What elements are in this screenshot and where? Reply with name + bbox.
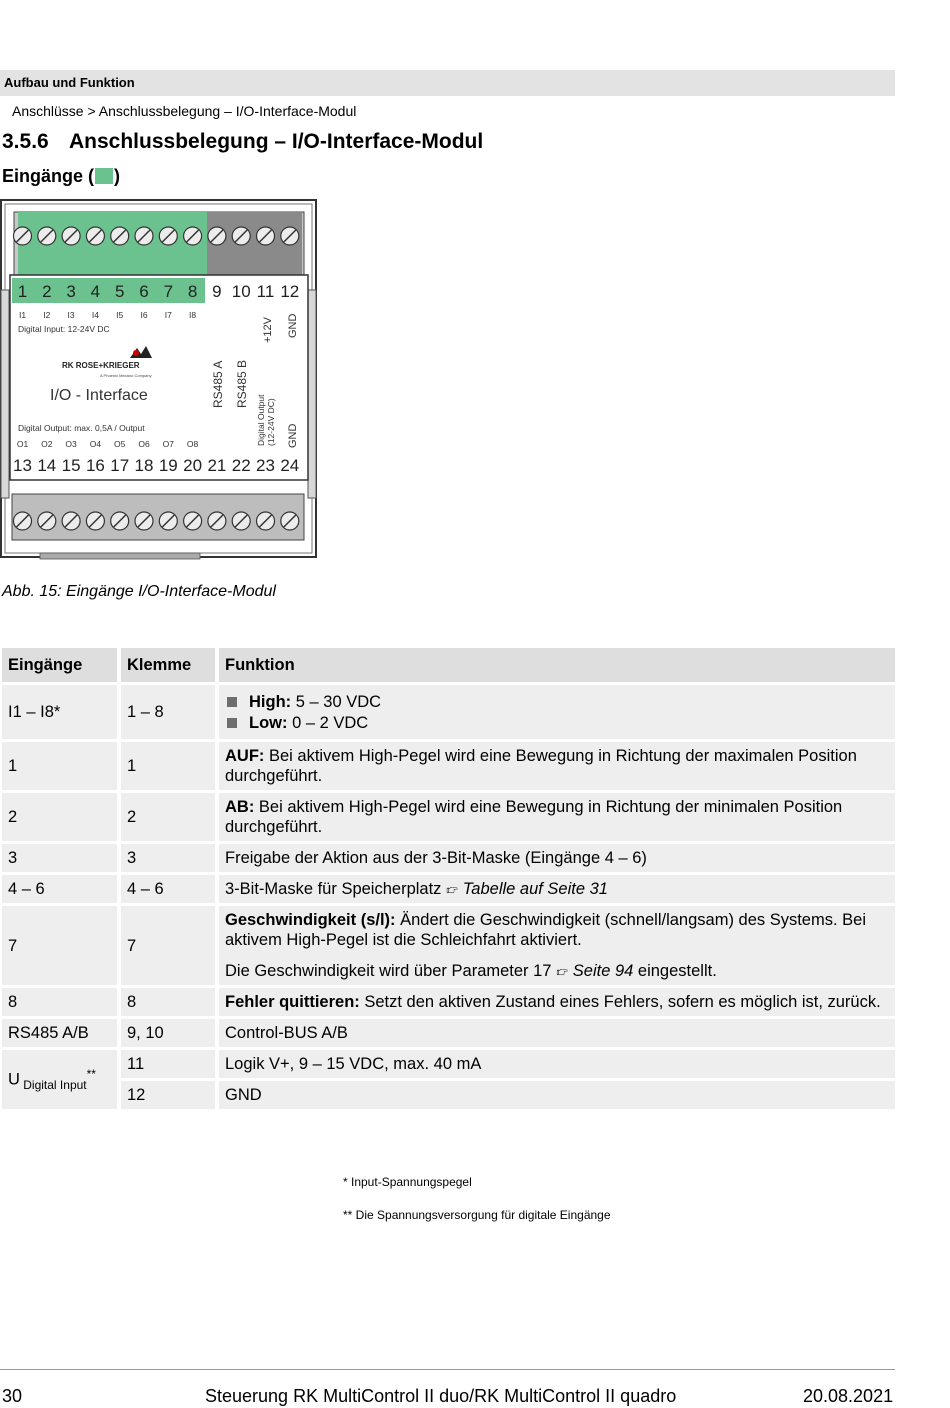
high-label: High: (249, 692, 292, 711)
table-row (2, 685, 895, 739)
terminal-number: 13 (13, 456, 32, 475)
cell-input: I1 – I8* (2, 685, 121, 739)
table-row (2, 793, 895, 841)
table-row (2, 1081, 895, 1109)
document-title: Steuerung RK MultiControl II duo/RK MultiControl II quadro (205, 1386, 677, 1406)
table-header-row (2, 648, 895, 682)
cell-function (219, 875, 895, 903)
function-paragraph (225, 910, 889, 950)
cell-terminal: 1 (121, 742, 219, 790)
io-interface-module-figure (0, 198, 318, 560)
terminal-number: 7 (163, 282, 174, 301)
screw-icon (257, 512, 275, 530)
function-text: Bei aktivem High-Pegel wird eine Bewegung in Richtung der maximalen Position durchgeführt. (225, 747, 857, 785)
cell-input: 2 (2, 793, 121, 841)
device-name: I/O - Interface (50, 387, 148, 404)
table-row (2, 844, 895, 872)
cell-terminal: 7 (121, 906, 219, 985)
low-label: Low: (249, 713, 288, 732)
screw-icon (184, 512, 202, 530)
screw-icon (38, 227, 56, 245)
footnote: * Input-Spannungspegel (343, 1175, 472, 1189)
cell-terminal: 11 (121, 1050, 219, 1078)
terminal-number: 22 (231, 456, 251, 475)
screw-icon (135, 227, 153, 245)
cell-input (2, 1050, 121, 1109)
pin-label: O2 (41, 439, 53, 449)
screw-icon (14, 512, 32, 530)
cell-input: 1 (2, 742, 121, 790)
u-superscript: ** (86, 1067, 96, 1082)
section-header-bar (0, 70, 895, 96)
u-symbol: U (8, 1070, 20, 1089)
function-text: Bei aktivem High-Pegel wird eine Bewegung in Richtung der minimalen Position durchgeführt. (225, 798, 843, 836)
cell-function (219, 742, 895, 790)
digital-output-range: (12-24V DC) (266, 398, 276, 446)
function-text: Die Geschwindigkeit wird über Parameter 17 (225, 962, 557, 980)
terminal-number: 19 (158, 456, 178, 475)
pin-label: I8 (189, 310, 197, 320)
column-header: Funktion (219, 648, 895, 682)
terminal-number: 1 (17, 282, 28, 301)
rs485-a-label: RS485 A (211, 360, 225, 408)
pin-label: O8 (186, 439, 199, 449)
digital-output-vertical: Digital Output (256, 394, 266, 446)
pin-label: I7 (164, 310, 172, 320)
pin-label: O1 (16, 439, 29, 449)
function-text: eingestellt. (633, 962, 717, 980)
cell-input: 3 (2, 844, 121, 872)
inputs-heading-close: ) (114, 166, 121, 186)
section-heading: Anschlussbelegung – I/O-Interface-Modul (69, 130, 484, 153)
inputs-heading-text: Eingänge ( (2, 166, 95, 186)
function-text: 3-Bit-Maske für Speicherplatz (225, 880, 447, 898)
terminal-number: 21 (207, 456, 227, 475)
terminal-number: 18 (134, 456, 154, 475)
terminal-number: 12 (280, 282, 300, 301)
list-item (225, 692, 889, 712)
terminal-number: 20 (183, 456, 203, 475)
screw-icon (232, 227, 250, 245)
table-row (2, 988, 895, 1016)
gnd-bottom-label: GND (287, 423, 299, 448)
screw-icon (208, 512, 226, 530)
screw-icon (208, 227, 226, 245)
screw-icon (281, 512, 299, 530)
function-bold: AB: (225, 798, 255, 816)
list-item (225, 713, 889, 733)
function-bold: Fehler quittieren: (225, 993, 360, 1011)
column-header: Klemme (121, 648, 219, 682)
cell-function: Freigabe der Aktion aus der 3-Bit-Maske (Eingänge 4 – 6) (219, 844, 895, 872)
column-header: Eingänge (2, 648, 121, 682)
document-date: 20.08.2021 (803, 1386, 894, 1406)
pin-label: O6 (138, 439, 150, 449)
terminal-number: 11 (256, 282, 275, 301)
screw-icon (86, 227, 104, 245)
cell-function: Control-BUS A/B (219, 1019, 895, 1047)
inputs-heading (2, 166, 120, 187)
brand-name: RK ROSE+KRIEGER (62, 361, 140, 370)
cross-reference-link[interactable]: Tabelle auf Seite 31 (462, 880, 608, 898)
cell-input: 4 – 6 (2, 875, 121, 903)
table-row (2, 1019, 895, 1047)
function-text: Ändert die Geschwindigkeit (schnell/langsam) des Systems. Bei aktivem High-Pegel ist die Schleichfahrt aktiviert. (225, 911, 866, 949)
cell-function (219, 906, 895, 985)
terminal-number: 16 (85, 456, 105, 475)
screw-icon (62, 512, 80, 530)
cross-reference-link[interactable]: Seite 94 (572, 962, 634, 980)
terminal-number: 14 (37, 456, 57, 475)
screw-icon (111, 512, 129, 530)
cell-terminal: 3 (121, 844, 219, 872)
cell-function (219, 988, 895, 1016)
terminal-number: 5 (114, 282, 125, 301)
table-row (2, 875, 895, 903)
digital-input-text: Digital Input: 12-24V DC (18, 324, 110, 334)
terminal-number: 9 (212, 282, 222, 301)
pin-assignment-table (2, 645, 895, 1112)
cell-terminal: 1 – 8 (121, 685, 219, 739)
function-paragraph (225, 961, 889, 981)
cell-terminal: 2 (121, 793, 219, 841)
terminal-number: 4 (90, 282, 101, 301)
terminal-number: 17 (110, 456, 130, 475)
table-row (2, 906, 895, 985)
pin-label: O4 (89, 439, 102, 449)
link-arrow-icon: 👉︎ (556, 962, 569, 980)
digital-output-text: Digital Output: max. 0,5A / Output (18, 423, 145, 433)
table-row (2, 1050, 895, 1078)
screw-icon (135, 512, 153, 530)
cell-input: 8 (2, 988, 121, 1016)
plus12v-label: +12V (262, 317, 274, 343)
screw-icon (184, 227, 202, 245)
cell-function: Logik V+, 9 – 15 VDC, max. 40 mA (219, 1050, 895, 1078)
cell-terminal: 9, 10 (121, 1019, 219, 1047)
green-swatch (95, 168, 113, 184)
link-arrow-icon: 👉︎ (446, 880, 459, 898)
screw-icon (38, 512, 56, 530)
screw-icon (111, 227, 129, 245)
terminal-number: 2 (42, 282, 52, 301)
cell-input: 7 (2, 906, 121, 985)
function-bold: Geschwindigkeit (s/l): (225, 911, 396, 929)
screw-icon (86, 512, 104, 530)
gnd-top-label: GND (287, 313, 299, 338)
cell-function: GND (219, 1081, 895, 1109)
screw-icon (281, 227, 299, 245)
function-bold: AUF: (225, 747, 265, 765)
u-subscript: Digital Input (19, 1077, 87, 1092)
function-text: Setzt den aktiven Zustand eines Fehlers, sofern es möglich ist, zurück. (359, 993, 881, 1011)
pin-label: I5 (116, 310, 124, 320)
cell-function (219, 793, 895, 841)
screw-icon (14, 227, 32, 245)
cell-terminal: 12 (121, 1081, 219, 1109)
terminal-number: 3 (66, 282, 76, 301)
screw-icon (62, 227, 80, 245)
footnote: ** Die Spannungsversorgung für digitale Eingänge (343, 1208, 611, 1222)
cell-terminal: 4 – 6 (121, 875, 219, 903)
cell-terminal: 8 (121, 988, 219, 1016)
section-number: 3.5.6 (2, 130, 49, 153)
pin-label: I2 (43, 310, 51, 320)
page-title (2, 130, 483, 154)
pin-label: I4 (91, 310, 99, 320)
table-row (2, 742, 895, 790)
terminal-number: 24 (280, 456, 300, 475)
pin-label: O7 (162, 439, 174, 449)
breadcrumb: Anschlüsse > Anschlussbelegung – I/O-Interface-Modul (12, 103, 357, 119)
terminal-number: 15 (61, 456, 81, 475)
figure-caption: Abb. 15: Eingänge I/O-Interface-Modul (2, 583, 276, 600)
brand-subtitle: A Phoenix Mecano Company (100, 373, 152, 378)
terminal-number: 6 (139, 282, 149, 301)
pin-label: O5 (114, 439, 126, 449)
pin-label: O3 (65, 439, 77, 449)
screw-icon (232, 512, 250, 530)
page-number: 30 (2, 1386, 23, 1406)
footer-divider (0, 1369, 895, 1370)
screw-icon (159, 227, 177, 245)
cell-input: RS485 A/B (2, 1019, 121, 1047)
screw-icon (257, 227, 275, 245)
low-value: 0 – 2 VDC (287, 713, 369, 732)
high-value: 5 – 30 VDC (291, 692, 382, 711)
pin-label: I1 (18, 310, 27, 320)
terminal-number: 23 (256, 456, 275, 475)
pin-label: I6 (140, 310, 148, 320)
terminal-number: 10 (231, 282, 251, 301)
terminal-number: 8 (187, 282, 198, 301)
pin-label: I3 (67, 310, 75, 320)
cell-function (219, 685, 895, 739)
screw-icon (159, 512, 177, 530)
section-title: Aufbau und Funktion (4, 75, 135, 90)
rs485-b-label: RS485 B (235, 359, 249, 408)
